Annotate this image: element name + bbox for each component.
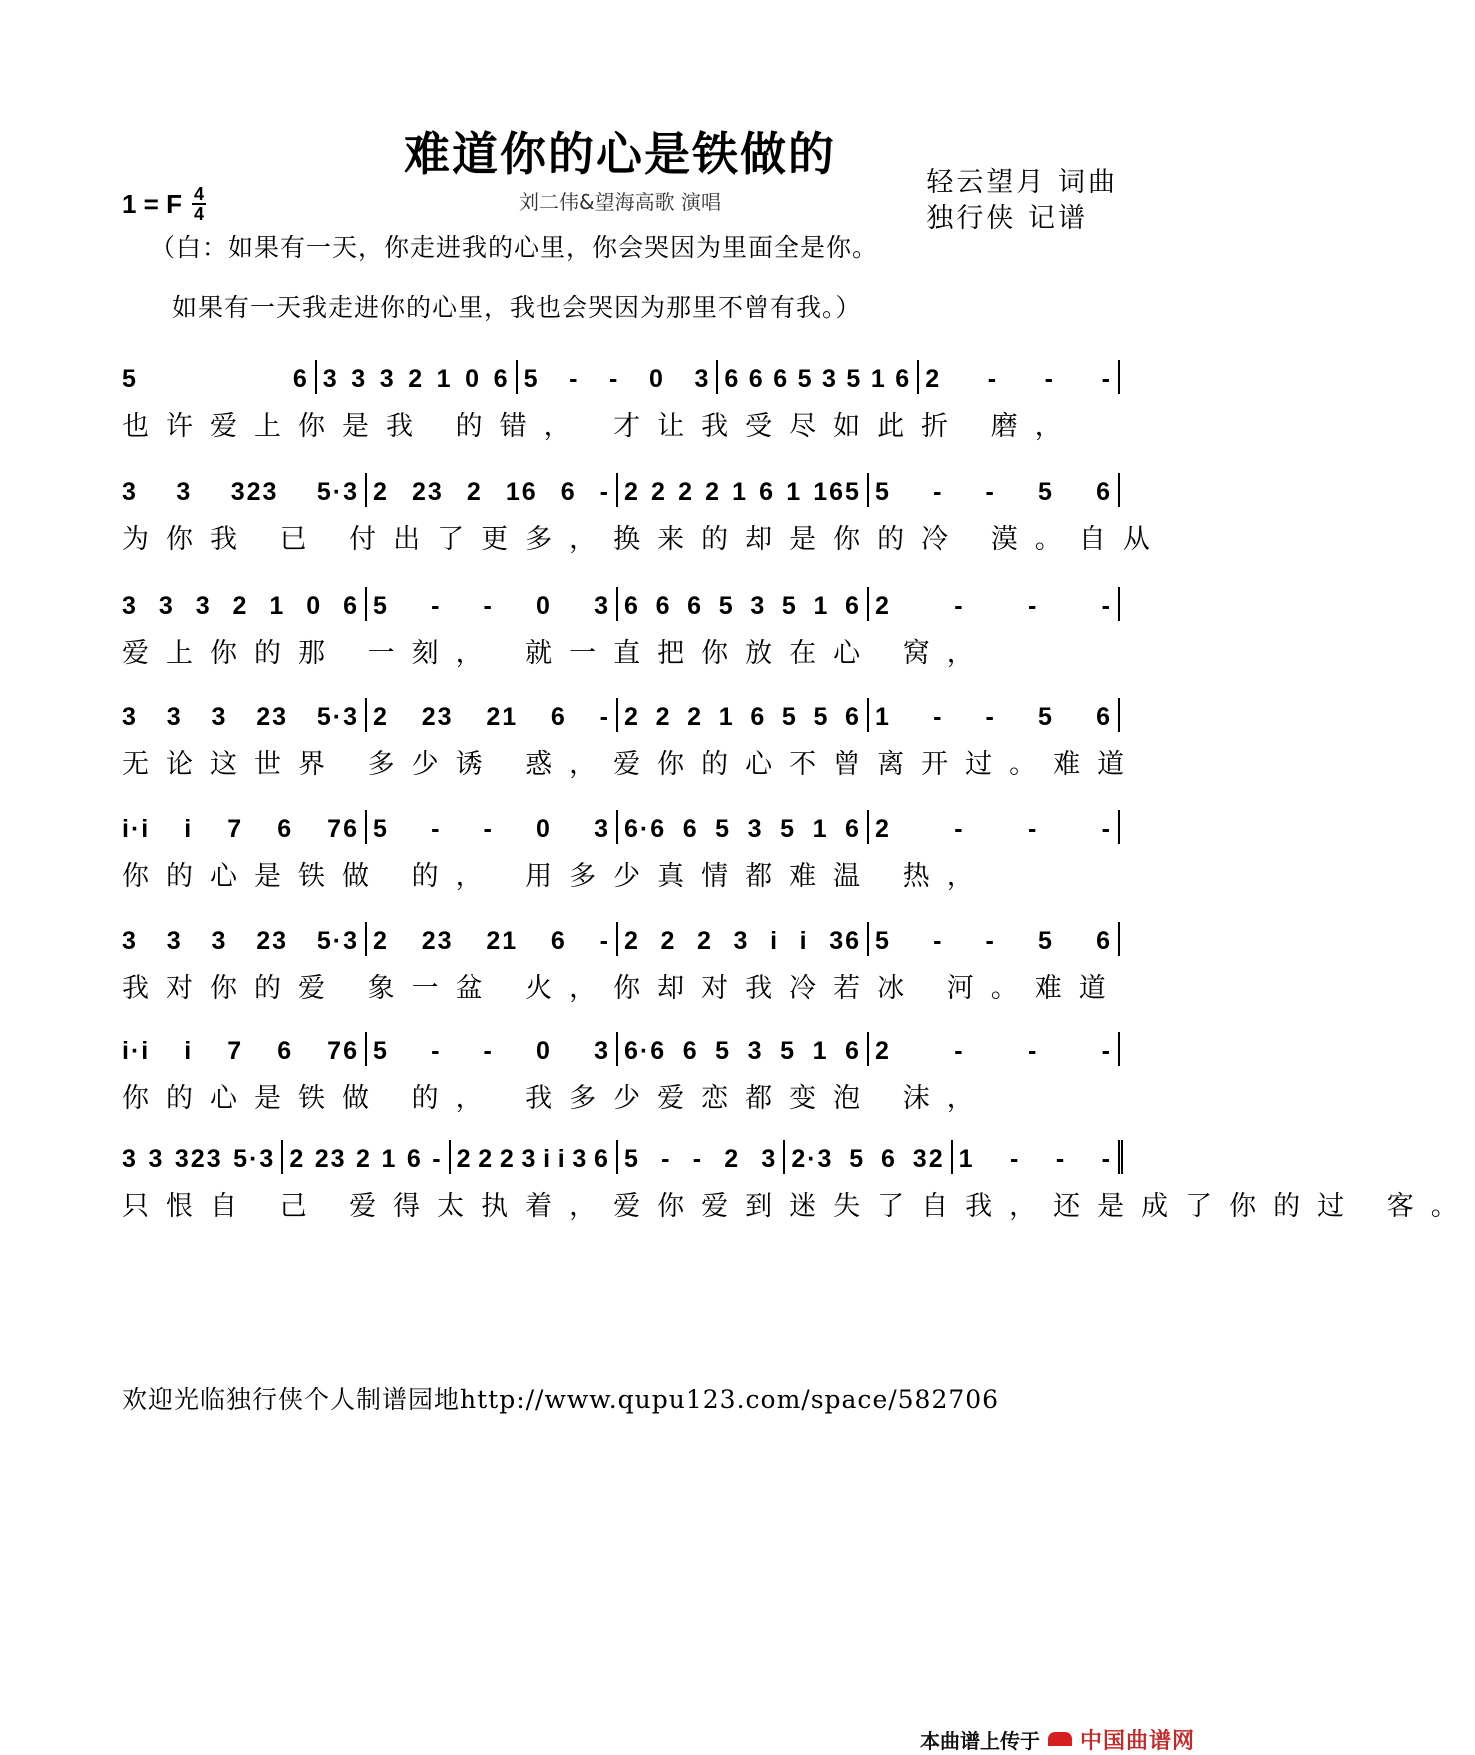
note: -: [1055, 1145, 1067, 1173]
note: -: [1027, 815, 1039, 843]
measure: [867, 587, 1118, 621]
note: 2: [687, 703, 704, 731]
note: 6: [895, 365, 912, 393]
note: -: [431, 592, 442, 620]
note: 5: [715, 815, 732, 843]
measure: [917, 360, 1118, 394]
note: i: [543, 1145, 553, 1173]
note: -: [1101, 1145, 1112, 1173]
measure: [716, 360, 917, 394]
note: -: [933, 478, 944, 506]
note: 23: [421, 927, 454, 955]
note: 2: [724, 1145, 741, 1173]
note: 6: [550, 703, 567, 731]
note: 0: [536, 592, 552, 620]
notes-row: [122, 922, 1120, 956]
note: 3: [211, 703, 228, 731]
note: 6: [750, 703, 767, 731]
note: 165: [813, 478, 861, 506]
measure: [867, 698, 1118, 732]
note: 2: [466, 478, 483, 506]
note: 2: [678, 478, 694, 506]
note: 5·3: [316, 927, 359, 955]
note: 16: [505, 478, 538, 506]
note: 6: [277, 815, 294, 843]
measure: [449, 1140, 616, 1174]
note: 6: [845, 592, 861, 620]
note: 6: [759, 478, 776, 506]
notes-row: [122, 587, 1120, 621]
note: -: [1101, 1037, 1112, 1065]
note: 3: [761, 1145, 778, 1173]
note: -: [985, 927, 996, 955]
note: 3: [747, 1037, 764, 1065]
note: 2: [356, 1145, 372, 1173]
note: i: [799, 927, 809, 955]
note: 1: [718, 703, 735, 731]
note: 5: [875, 478, 891, 506]
note: 2: [651, 478, 667, 506]
note: i: [184, 1037, 194, 1065]
note: 3: [747, 815, 764, 843]
note: 2: [705, 478, 721, 506]
note: 36: [829, 927, 861, 955]
note: 2: [875, 1037, 891, 1065]
note: 5: [623, 1145, 640, 1173]
note: 5·3: [233, 1145, 276, 1173]
note: 0: [306, 592, 323, 620]
measure: [365, 473, 616, 507]
measure: [365, 922, 616, 956]
note: -: [483, 592, 494, 620]
spoken-intro-line-1: （白：如果有一天，你走进我的心里，你会哭因为里面全是你。: [150, 233, 879, 262]
note: 3: [351, 365, 368, 393]
measure: [616, 1032, 867, 1066]
measure: [616, 698, 867, 732]
measure: [365, 1032, 616, 1066]
note: 5: [1038, 927, 1054, 955]
measure: [867, 810, 1118, 844]
song-title: 难道你的心是铁做的: [404, 127, 836, 181]
note: 5·3: [316, 703, 359, 731]
note: 3: [122, 592, 138, 620]
note: 323: [230, 478, 279, 506]
time-top: 4: [193, 184, 204, 204]
note: 5: [780, 1037, 797, 1065]
note: 5: [875, 927, 891, 955]
note: 6: [845, 1037, 861, 1065]
note: 3: [733, 927, 750, 955]
note: -: [599, 927, 610, 955]
measure: [122, 698, 365, 732]
measure: [616, 587, 867, 621]
upload-text: 本曲谱上传于: [920, 1728, 1040, 1753]
music-line: [122, 1140, 1475, 1240]
note: 6: [724, 365, 741, 393]
notes-row: [122, 360, 1120, 394]
note: 5: [781, 703, 798, 731]
measure: [122, 810, 365, 844]
note: 5: [1038, 478, 1054, 506]
note: 3: [822, 365, 838, 393]
note: -: [1027, 1037, 1039, 1065]
measure: [122, 1032, 365, 1066]
note: 3: [572, 1145, 589, 1173]
note: 3: [379, 365, 396, 393]
note: -: [692, 1145, 704, 1173]
music-line: [122, 1032, 1118, 1132]
notes-row: [122, 1032, 1120, 1066]
note: 0: [465, 365, 482, 393]
note: 2: [624, 927, 640, 955]
measure: [122, 360, 315, 394]
note: 6: [560, 478, 577, 506]
note: 6: [682, 815, 699, 843]
time-signature: [192, 186, 206, 222]
note: 5: [523, 365, 540, 393]
note: -: [954, 1037, 965, 1065]
note: i: [184, 815, 194, 843]
note: 2: [232, 592, 249, 620]
note: 3: [594, 815, 610, 843]
note: 1: [958, 1145, 975, 1173]
footer-note: 欢迎光临独行侠个人制谱园地http://www.qupu123.com/space/582706: [122, 1385, 1000, 1414]
note: 6: [493, 365, 510, 393]
key-signature: [122, 186, 206, 222]
note: 2: [373, 927, 389, 955]
note: -: [954, 592, 965, 620]
note: 2: [875, 592, 891, 620]
note: 5: [373, 592, 389, 620]
note: 6: [773, 365, 790, 393]
note: 2: [697, 927, 713, 955]
note: 6: [1096, 927, 1112, 955]
note: 2: [655, 703, 672, 731]
note: 1: [813, 592, 830, 620]
note: -: [954, 815, 965, 843]
note: 6: [406, 1145, 423, 1173]
lyrics-music-credit: 轻云望月 词曲: [926, 167, 1118, 198]
note: 1: [875, 703, 891, 731]
note: 1: [786, 478, 803, 506]
note: 2: [660, 927, 677, 955]
measure: [365, 587, 616, 621]
note: -: [599, 478, 610, 506]
music-line: [122, 698, 1142, 798]
note: 1: [732, 478, 749, 506]
note: 3: [122, 478, 138, 506]
note: 6: [682, 1037, 699, 1065]
note: 2: [289, 1145, 306, 1173]
note: 76: [327, 815, 359, 843]
note: 6: [1096, 478, 1112, 506]
note: -: [987, 365, 999, 393]
note: 2: [373, 478, 389, 506]
singers: 刘二伟&望海高歌 演唱: [519, 190, 721, 214]
measure: [365, 698, 616, 732]
note: 2·3: [791, 1145, 834, 1173]
note: 6: [624, 592, 640, 620]
note: 6: [845, 703, 861, 731]
note: 23: [256, 927, 289, 955]
measure: [951, 1140, 1118, 1174]
note: 23: [314, 1145, 347, 1173]
measure: [616, 922, 867, 956]
measure: [122, 587, 365, 621]
note: 6: [594, 1145, 610, 1173]
measure: [867, 922, 1118, 956]
notes-row: [122, 473, 1120, 507]
note: -: [431, 815, 442, 843]
note: 6: [277, 1037, 294, 1065]
note: 76: [327, 1037, 359, 1065]
note: i: [557, 1145, 567, 1173]
note: 3: [694, 365, 711, 393]
note: -: [432, 1145, 443, 1173]
note: -: [599, 703, 610, 731]
note: 6: [292, 365, 309, 393]
note: 3: [122, 1145, 138, 1173]
note: 6: [550, 927, 567, 955]
note: 2: [624, 478, 640, 506]
note: 3: [521, 1145, 538, 1173]
note: -: [483, 815, 494, 843]
note: -: [1027, 592, 1039, 620]
note: -: [661, 1145, 672, 1173]
music-line: [122, 810, 1118, 910]
note: -: [1101, 592, 1112, 620]
note: 23: [256, 703, 289, 731]
note: 5: [846, 365, 863, 393]
note: 5: [813, 703, 830, 731]
measure: [315, 360, 516, 394]
notes-row: [122, 1140, 1123, 1174]
note: 5: [718, 592, 735, 620]
note: 5: [797, 365, 814, 393]
note: 323: [174, 1145, 223, 1173]
music-line: [122, 360, 1118, 460]
note: 3: [166, 927, 183, 955]
note: -: [1010, 1145, 1021, 1173]
note: 3: [594, 1037, 610, 1065]
note: 3: [122, 927, 138, 955]
measure: [122, 922, 365, 956]
key-label: 1 = F: [122, 188, 182, 219]
note: -: [569, 365, 580, 393]
note: 5: [781, 592, 798, 620]
measure: [783, 1140, 950, 1174]
note: 2: [478, 1145, 495, 1173]
note: 32: [912, 1145, 945, 1173]
note: 5: [715, 1037, 732, 1065]
note: 6: [748, 365, 765, 393]
note: 2: [925, 365, 942, 393]
note: 7: [227, 1037, 244, 1065]
lyrics-line: 爱上你的那 一刻， 就一直把你放在心 窝，: [122, 638, 991, 669]
measure: [616, 810, 867, 844]
note: 0: [648, 365, 665, 393]
note: 1: [870, 365, 887, 393]
measure: [281, 1140, 448, 1174]
note: 6: [1096, 703, 1112, 731]
spoken-intro-line-2: 如果有一天我走进你的心里，我也会哭因为那里不曾有我。）: [172, 293, 862, 322]
note: 5: [1038, 703, 1054, 731]
measure: [122, 1140, 281, 1174]
note: i·i: [122, 1037, 151, 1065]
note: 3: [195, 592, 212, 620]
note: -: [483, 1037, 494, 1065]
note: 21: [486, 703, 519, 731]
measure: [867, 473, 1118, 507]
measure: [122, 473, 365, 507]
note: 23: [411, 478, 444, 506]
notes-row: [122, 698, 1120, 732]
note: 3: [122, 703, 138, 731]
note: 5·3: [316, 478, 359, 506]
note: 3: [176, 478, 193, 506]
notes-row: [122, 810, 1120, 844]
lyrics-line: 只恨自 己 爱得太执着，爱你爱到迷失了自我，还是成了你的过 客。: [122, 1191, 1475, 1222]
note: 3: [148, 1145, 165, 1173]
note: -: [985, 478, 996, 506]
note: 1: [812, 815, 829, 843]
note: 3: [750, 592, 767, 620]
note: 5: [849, 1145, 866, 1173]
note: 2: [456, 1145, 473, 1173]
note: 2: [624, 703, 640, 731]
note: 5: [122, 365, 138, 393]
note: i·i: [122, 815, 151, 843]
note: -: [431, 1037, 442, 1065]
note: 2: [408, 365, 425, 393]
note: -: [1044, 365, 1055, 393]
transcriber-credit: 独行侠 记谱: [926, 203, 1088, 234]
lyrics-line: 你的心是铁做 的， 用多少真情都难温 热，: [122, 861, 991, 892]
note: 3: [166, 703, 183, 731]
note: 6: [881, 1145, 897, 1173]
measure: [616, 1140, 783, 1174]
lyrics-line: 你的心是铁做 的， 我多少爱恋都变泡 沫，: [122, 1083, 991, 1114]
note: 3: [158, 592, 175, 620]
measure: [516, 360, 717, 394]
note: 21: [486, 927, 519, 955]
note: 0: [536, 815, 552, 843]
time-bottom: 4: [193, 204, 204, 224]
note: -: [609, 365, 620, 393]
note: 23: [421, 703, 454, 731]
lyrics-line: 为你我 已 付出了更多，换来的却是你的冷 漠。自从: [122, 524, 1167, 555]
note: 6: [845, 815, 861, 843]
note: -: [1101, 815, 1112, 843]
lyrics-line: 我对你的爱 象一盆 火，你却对我冷若冰 河。难道: [122, 973, 1123, 1004]
note: 6·6: [624, 815, 667, 843]
music-line: [122, 473, 1167, 573]
note: 1: [436, 365, 453, 393]
note: 3: [594, 592, 610, 620]
credits: [926, 165, 1118, 237]
upload-banner: [920, 1724, 1240, 1754]
music-line: [122, 587, 1118, 687]
lyrics-line: 无论这世界 多少诱 惑，爱你的心不曾离开过。难道: [122, 749, 1142, 780]
site-logo-icon: [1048, 1732, 1072, 1746]
measure: [616, 473, 867, 507]
note: 5: [373, 815, 389, 843]
music-line: [122, 922, 1123, 1022]
note: -: [985, 703, 996, 731]
note: 3: [322, 365, 339, 393]
note: 3: [211, 927, 228, 955]
measure: [365, 810, 616, 844]
note: 2: [499, 1145, 516, 1173]
note: 1: [269, 592, 286, 620]
note: 1: [812, 1037, 829, 1065]
note: -: [933, 703, 944, 731]
note: 2: [373, 703, 389, 731]
note: i: [770, 927, 780, 955]
note: -: [933, 927, 944, 955]
note: 1: [381, 1145, 398, 1173]
note: 2: [875, 815, 891, 843]
lyrics-line: 也许爱上你是我 的错， 才让我受尽如此折 磨，: [122, 411, 1079, 442]
note: 0: [536, 1037, 552, 1065]
note: 6: [655, 592, 672, 620]
note: -: [1101, 365, 1112, 393]
note: 6: [687, 592, 704, 620]
note: 6·6: [624, 1037, 667, 1065]
note: 7: [227, 815, 244, 843]
measure: [867, 1032, 1118, 1066]
note: 5: [780, 815, 797, 843]
note: 6: [343, 592, 359, 620]
note: 5: [373, 1037, 389, 1065]
site-name: 中国曲谱网: [1080, 1728, 1196, 1754]
